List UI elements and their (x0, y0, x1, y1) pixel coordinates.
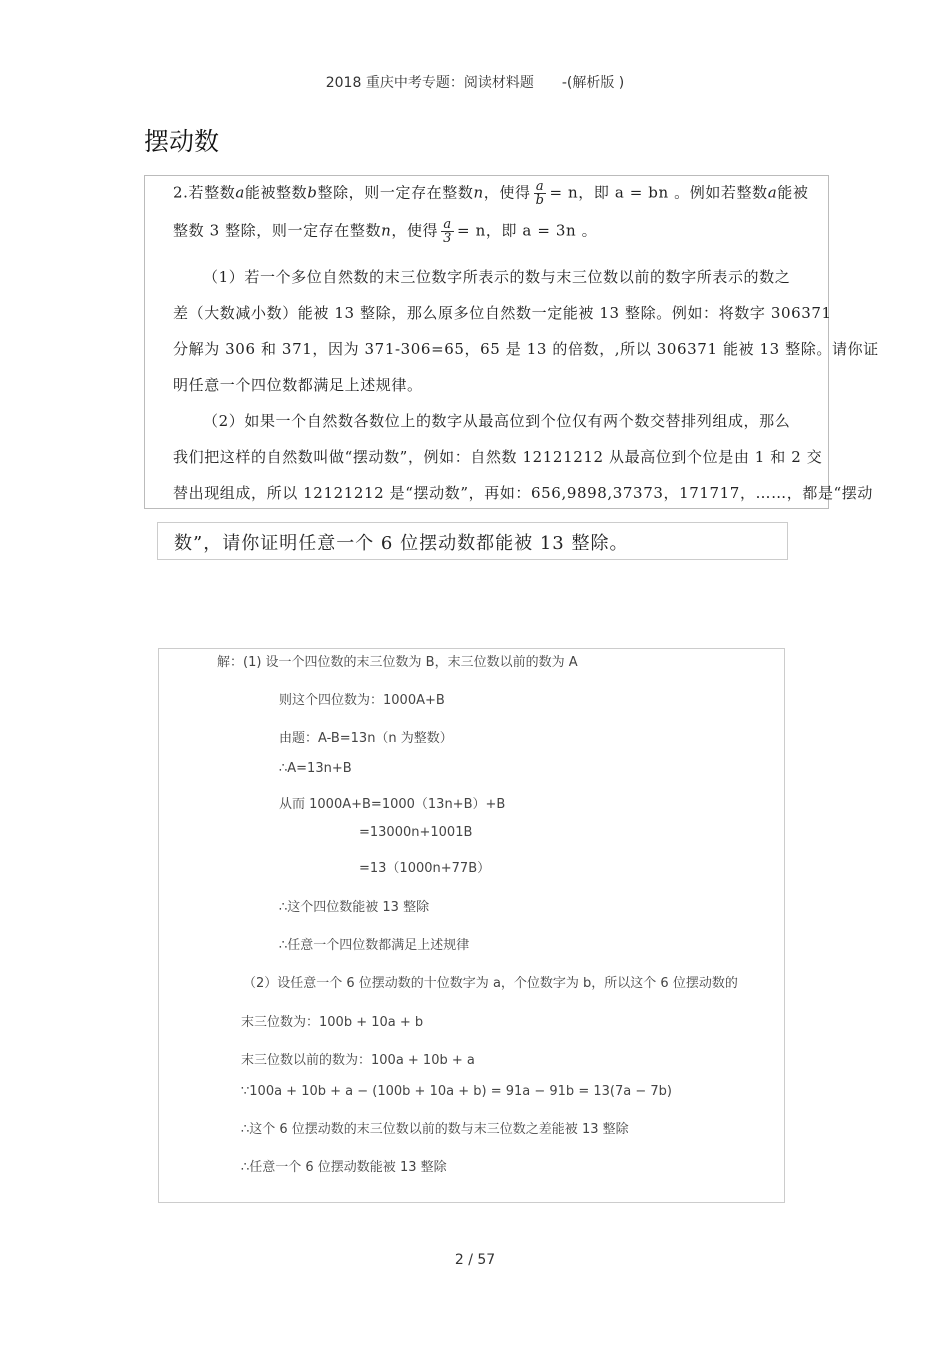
section-title: 摆动数 (144, 127, 220, 156)
answer-box (158, 648, 785, 1203)
answer-line: 则这个四位数为：1000A+B (279, 693, 445, 708)
text-run: = n，即 a = 3n 。 (457, 221, 598, 240)
text-run: ，使得 (391, 221, 439, 240)
text-run: 能被整数 (244, 183, 308, 202)
page-total: 57 (477, 1252, 496, 1268)
answer-line: 末三位数以前的数为：100a + 10b + a (241, 1053, 475, 1068)
answer-line: ∴这个四位数能被 13 整除 (279, 900, 430, 915)
answer-line: 解：(1) 设一个四位数的末三位数为 B，末三位数以前的数为 A (217, 655, 578, 670)
part2-line-4: 数”，请你证明任意一个 6 位摆动数都能被 13 整除。 (174, 533, 629, 554)
var-a: a (767, 183, 778, 202)
var-a: a (235, 183, 245, 202)
part1-line-3: 分解为 306 和 371，因为 371-306=65，65 是 13 的倍数，,所以 306371 能被 13 整除。请你证 (173, 340, 879, 358)
page-header (0, 72, 950, 92)
page-footer (0, 1252, 950, 1268)
text-run: 2.若整数 (173, 183, 236, 202)
text-run: = n，即 a = bn 。例如若整数 (549, 183, 768, 202)
answer-line: ∴任意一个 6 位摆动数能被 13 整除 (241, 1160, 447, 1175)
header-subtitle: -(解析版 ) (561, 75, 625, 91)
question-continuation-box (157, 522, 788, 560)
text-run: 整除，则一定存在整数 (317, 183, 474, 202)
answer-line: ∴这个 6 位摆动数的末三位数以前的数与末三位数之差能被 13 整除 (241, 1122, 629, 1137)
fraction-numerator: a (441, 218, 454, 232)
part2-line-3: 替出现组成，所以 12121212 是“摆动数”，再如：656,9898,37373，171717，……，都是“摆动 (173, 484, 874, 502)
answer-line: 从而 1000A+B=1000（13n+B）+B (279, 797, 506, 812)
answer-line: 末三位数为：100b + 10a + b (241, 1015, 424, 1030)
question-line-2 (173, 218, 597, 245)
answer-line: ∴A=13n+B (279, 761, 352, 776)
part1-line-2: 差（大数减小数）能被 13 整除，那么原多位自然数一定能被 13 整除。例如：将数字 306371 (173, 304, 832, 322)
header-title: 2018 重庆中考专题：阅读材料题 (325, 75, 534, 91)
question-line-1 (173, 180, 808, 207)
answer-line: =13000n+1001B (359, 825, 473, 840)
var-n: n (473, 183, 484, 202)
var-n: n (381, 221, 392, 240)
answer-line: =13（1000n+77B） (359, 861, 491, 876)
var-b: b (307, 183, 318, 202)
fraction-a-over-b (534, 180, 547, 207)
answer-line: 由题：A-B=13n（n 为整数） (279, 731, 453, 746)
fraction-a-over-3 (441, 218, 454, 245)
part2-line-1: （2）如果一个自然数各数位上的数字从最高位到个位仅有两个数交替排列组成，那么 (203, 412, 791, 430)
text-run: 能被 (777, 183, 809, 202)
part2-line-2: 我们把这样的自然数叫做“摆动数”，例如：自然数 12121212 从最高位到个位是由 1 和 2 交 (173, 448, 823, 466)
fraction-denominator: b (535, 193, 545, 208)
text-run: ，使得 (483, 183, 531, 202)
page-separator: / (468, 1252, 473, 1268)
question-box (144, 175, 879, 509)
text-run: 整数 3 整除，则一定存在整数 (173, 221, 382, 240)
answer-line: ∴任意一个四位数都满足上述规律 (279, 938, 470, 953)
page-number: 2 (454, 1252, 464, 1268)
part1-line-4: 明任意一个四位数都满足上述规律。 (173, 376, 423, 394)
part1-line-1: （1）若一个多位自然数的末三位数字所表示的数与末三位数以前的数字所表示的数之 (203, 268, 791, 286)
answer-line: （2）设任意一个 6 位摆动数的十位数字为 a，个位数字为 b，所以这个 6 位摆动数的 (243, 976, 738, 991)
fraction-denominator: 3 (443, 231, 453, 246)
answer-line: ∵100a + 10b + a − (100b + 10a + b) = 91a − 91b = 13(7a − 7b) (241, 1084, 672, 1099)
fraction-numerator: a (534, 180, 547, 194)
